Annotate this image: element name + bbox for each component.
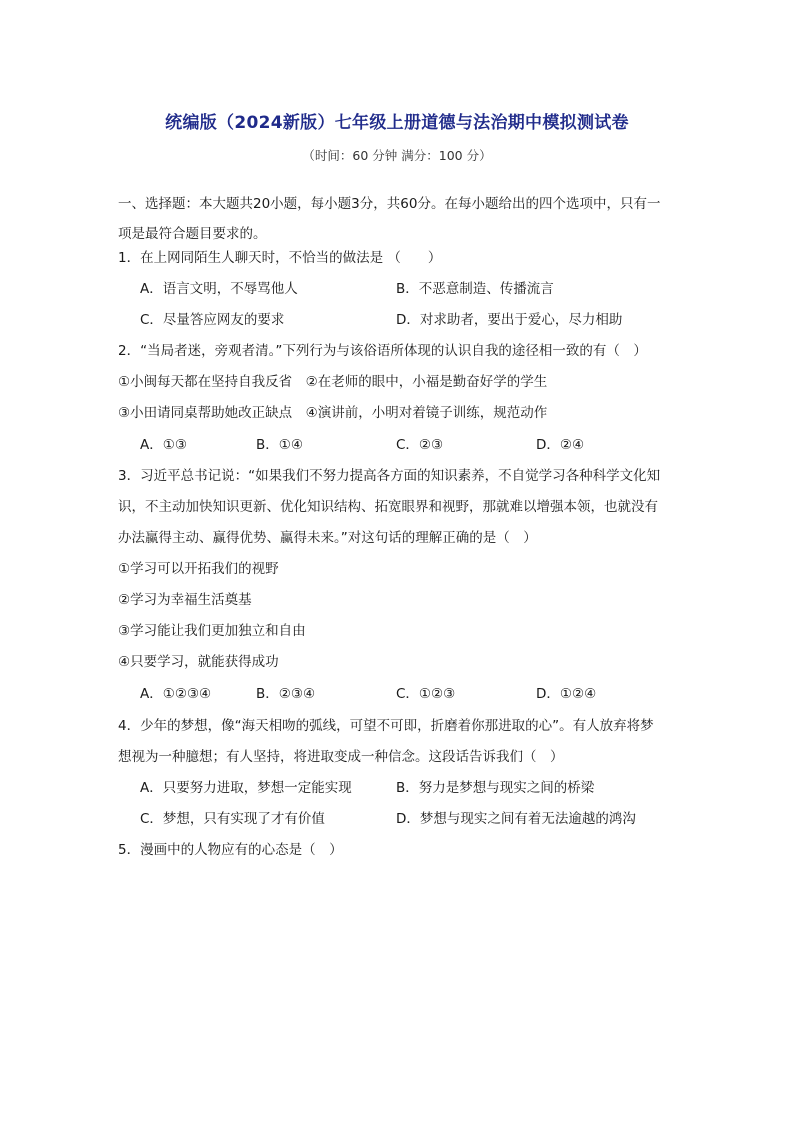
question-5-stem: 5．漫画中的人物应有的心态是（ ）: [118, 842, 343, 858]
question-4-stem-line2: 想视为一种臆想；有人坚持，将进取变成一种信念。这段话告诉我们（ ）: [118, 749, 564, 765]
question-4-option-d: D．梦想与现实之间有着无法逾越的鸿沟: [396, 811, 636, 827]
question-3-option-a: A．①②③④: [140, 686, 212, 702]
question-3-option-d: D．①②④: [536, 686, 597, 702]
question-2-option-c: C．②③: [396, 437, 444, 453]
question-2-statements-2: ③小田请同桌帮助她改正缺点 ④演讲前，小明对着镜子训练，规范动作: [118, 405, 548, 421]
question-3-statement-3: ③学习能让我们更加独立和自由: [118, 623, 306, 639]
exam-subtitle: （时间：60 分钟 满分：100 分）: [302, 148, 492, 163]
question-1-option-d: D．对求助者，要出于爱心，尽力相助: [396, 312, 623, 328]
question-3-statement-2: ②学习为幸福生活奠基: [118, 592, 252, 608]
question-3-option-c: C．①②③: [396, 686, 456, 702]
question-1-stem: 1．在上网同陌生人聊天时，不恰当的做法是 （ ）: [118, 250, 442, 266]
question-2-option-d: D．②④: [536, 437, 585, 453]
section-instructions-line1: 一、选择题：本大题共20小题，每小题3分，共60分。在每小题给出的四个选项中，只有一: [118, 196, 661, 212]
question-3-stem-line3: 办法赢得主动、赢得优势、赢得未来。”对这句话的理解正确的是（ ）: [118, 530, 537, 546]
question-2-option-a: A．①③: [140, 437, 187, 453]
question-2-statements-1: ①小闽每天都在坚持自我反省 ②在老师的眼中，小福是勤奋好学的学生: [118, 374, 548, 390]
question-4-option-a: A．只要努力进取，梦想一定能实现: [140, 780, 352, 796]
question-1-option-c: C．尽量答应网友的要求: [140, 312, 285, 328]
question-4-stem-line1: 4．少年的梦想，像“海天相吻的弧线，可望不可即，折磨着你那进取的心”。有人放弃将梦: [118, 718, 654, 734]
exam-title: 统编版（2024新版）七年级上册道德与法治期中模拟测试卷: [165, 113, 629, 133]
question-3-stem-line1: 3．习近平总书记说：“如果我们不努力提高各方面的知识素养，不自觉学习各种科学文化知: [118, 468, 661, 484]
question-3-stem-line2: 识，不主动加快知识更新、优化知识结构、拓宽眼界和视野，那就难以增强本领，也就没有: [118, 499, 658, 515]
question-2-option-b: B．①④: [256, 437, 303, 453]
question-2-stem: 2．“当局者迷，旁观者清。”下列行为与该俗语所体现的认识自我的途径相一致的有（ ）: [118, 343, 647, 359]
section-instructions-line2: 项是最符合题目要求的。: [118, 226, 267, 242]
question-4-option-c: C．梦想，只有实现了才有价值: [140, 811, 325, 827]
question-4-option-b: B．努力是梦想与现实之间的桥梁: [396, 780, 595, 796]
question-3-statement-1: ①学习可以开拓我们的视野: [118, 561, 279, 577]
question-1-option-a: A．语言文明，不辱骂他人: [140, 281, 298, 297]
question-1-option-b: B．不恶意制造、传播流言: [396, 281, 554, 297]
question-3-statement-4: ④只要学习，就能获得成功: [118, 654, 279, 670]
question-3-option-b: B．②③④: [256, 686, 316, 702]
